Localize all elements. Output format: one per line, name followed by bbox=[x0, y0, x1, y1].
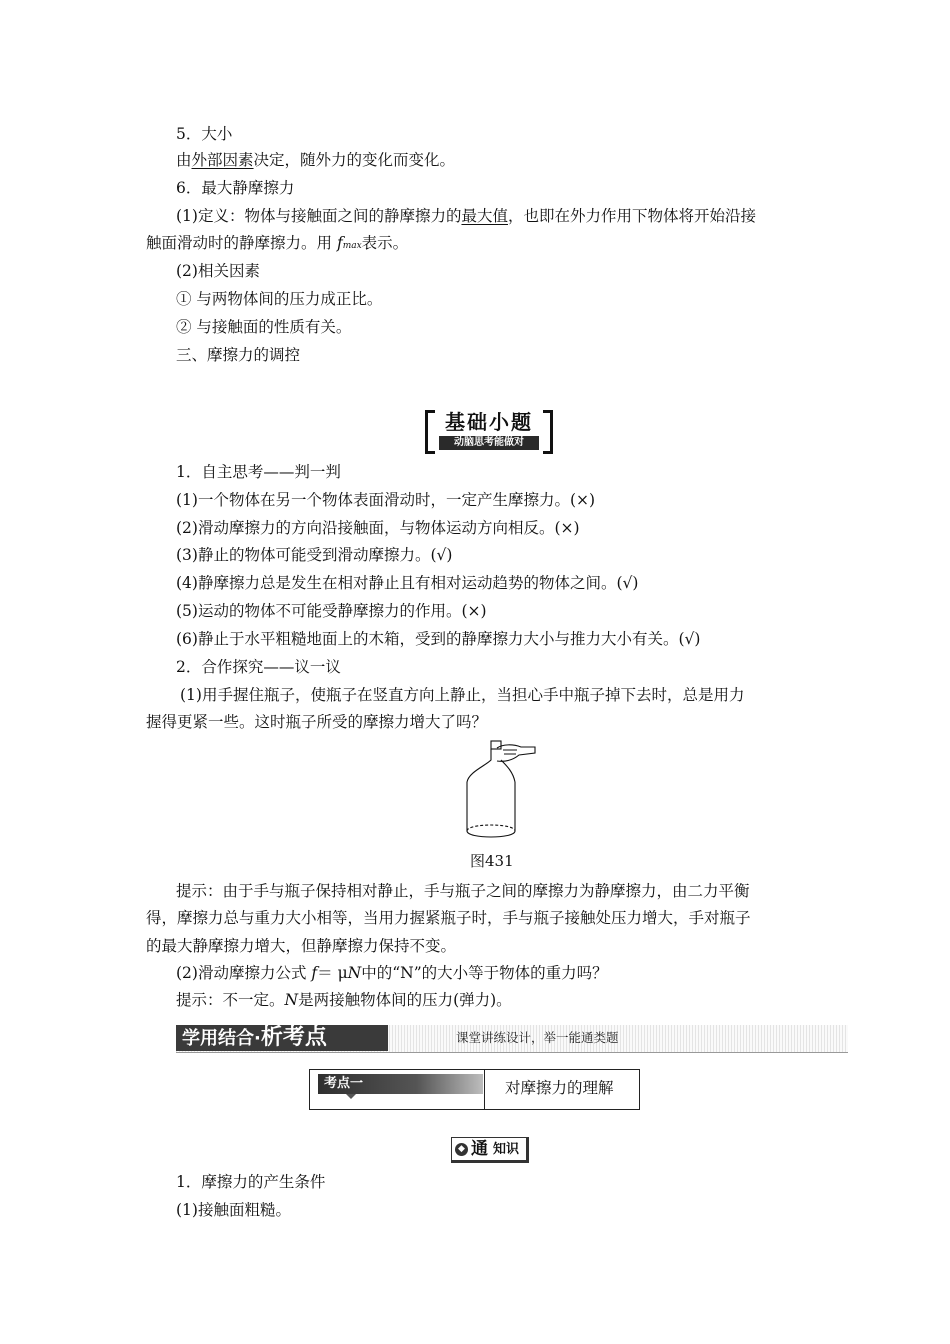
question-1-line: 握得更紧一些。这时瓶子所受的摩擦力增大了吗？ bbox=[146, 713, 488, 731]
exam-point-box bbox=[309, 1069, 640, 1110]
question-2-line: (2)滑动摩擦力公式 f＝ μN中的“N”的大小等于物体的重力吗？ bbox=[176, 964, 608, 982]
tag-pointer-icon bbox=[346, 1094, 356, 1099]
conditions-item: (1)接触面粗糙。 bbox=[176, 1201, 291, 1219]
figure-caption: 图431 bbox=[470, 852, 514, 870]
knowledge-tag-small: 知识 bbox=[493, 1142, 520, 1157]
definition-line-1: (1)定义：物体与接触面之间的静摩擦力的最大值，也即在外力作用下物体将开始沿接 bbox=[176, 207, 756, 225]
divider bbox=[484, 1070, 485, 1109]
factors-heading: (2)相关因素 bbox=[176, 262, 260, 280]
section-3-heading: 三、摩擦力的调控 bbox=[176, 346, 301, 364]
section-5-heading: 5．大小 bbox=[176, 125, 233, 143]
section-banner-title: 学用结合·析考点 bbox=[176, 1025, 388, 1051]
hint-line: 的最大静摩擦力增大，但静摩擦力保持不变。 bbox=[146, 937, 457, 955]
judgement-item: (4)静摩擦力总是发生在相对静止且有相对运动趋势的物体之间。(√) bbox=[176, 574, 639, 592]
self-think-heading: 1．自主思考——判一判 bbox=[176, 463, 341, 481]
hint-2-line: 提示：不一定。N是两接触物体间的压力(弹力)。 bbox=[176, 991, 512, 1009]
question-1-line: (1)用手握住瓶子，使瓶子在竖直方向上静止，当担心手中瓶子掉下去时，总是用力 bbox=[180, 686, 745, 704]
judgement-item: (5)运动的物体不可能受静摩擦力的作用。(×) bbox=[176, 602, 487, 620]
knowledge-tag-big: 通 bbox=[471, 1139, 488, 1159]
section-6-heading: 6．最大静摩擦力 bbox=[176, 179, 295, 197]
judgement-item: (1)一个物体在另一个物体表面滑动时，一定产生摩擦力。(×) bbox=[176, 491, 596, 509]
badge-title: 基础小题 bbox=[445, 410, 533, 434]
badge-subtitle: 动脑思考能做对 bbox=[439, 436, 539, 450]
judgement-item: (3)静止的物体可能受到滑动摩擦力。(√) bbox=[176, 546, 453, 564]
hint-line: 提示：由于手与瓶子保持相对静止，手与瓶子之间的摩擦力为静摩擦力，由二力平衡 bbox=[176, 882, 750, 900]
section-5-text: 由外部因素决定，随外力的变化而变化。 bbox=[176, 151, 456, 169]
diamond-icon: ◆ bbox=[455, 1143, 468, 1156]
bracket-left bbox=[425, 410, 435, 454]
definition-line-2: 触面滑动时的静摩擦力。用 fmax表示。 bbox=[146, 234, 409, 252]
basic-questions-badge bbox=[425, 410, 553, 452]
section-banner bbox=[176, 1025, 848, 1053]
bracket-right bbox=[543, 410, 553, 454]
judgement-item: (2)滑动摩擦力的方向沿接触面，与物体运动方向相反。(×) bbox=[176, 519, 580, 537]
conditions-heading: 1．摩擦力的产生条件 bbox=[176, 1173, 326, 1191]
underlined-term: 外部因素 bbox=[191, 151, 254, 169]
judgement-item: (6)静止于水平粗糙地面上的木箱，受到的静摩擦力大小与推力大小有关。(√) bbox=[176, 630, 701, 648]
exam-point-title: 对摩擦力的理解 bbox=[505, 1079, 614, 1097]
factor-item: ① 与两物体间的压力成正比。 bbox=[176, 290, 383, 308]
hand-holding-bottle-figure bbox=[459, 738, 539, 840]
exam-point-tag: 考点一 bbox=[318, 1074, 483, 1094]
section-banner-note: 课堂讲练设计，举一能通类题 bbox=[456, 1030, 619, 1045]
cooperate-heading: 2．合作探究——议一议 bbox=[176, 658, 341, 676]
underlined-term: 最大值 bbox=[461, 207, 508, 225]
knowledge-tag bbox=[451, 1137, 529, 1163]
factor-item: ② 与接触面的性质有关。 bbox=[176, 318, 352, 336]
hint-line: 得，摩擦力总与重力大小相等，当用力握紧瓶子时，手与瓶子接触处压力增大，手对瓶子 bbox=[146, 909, 751, 927]
